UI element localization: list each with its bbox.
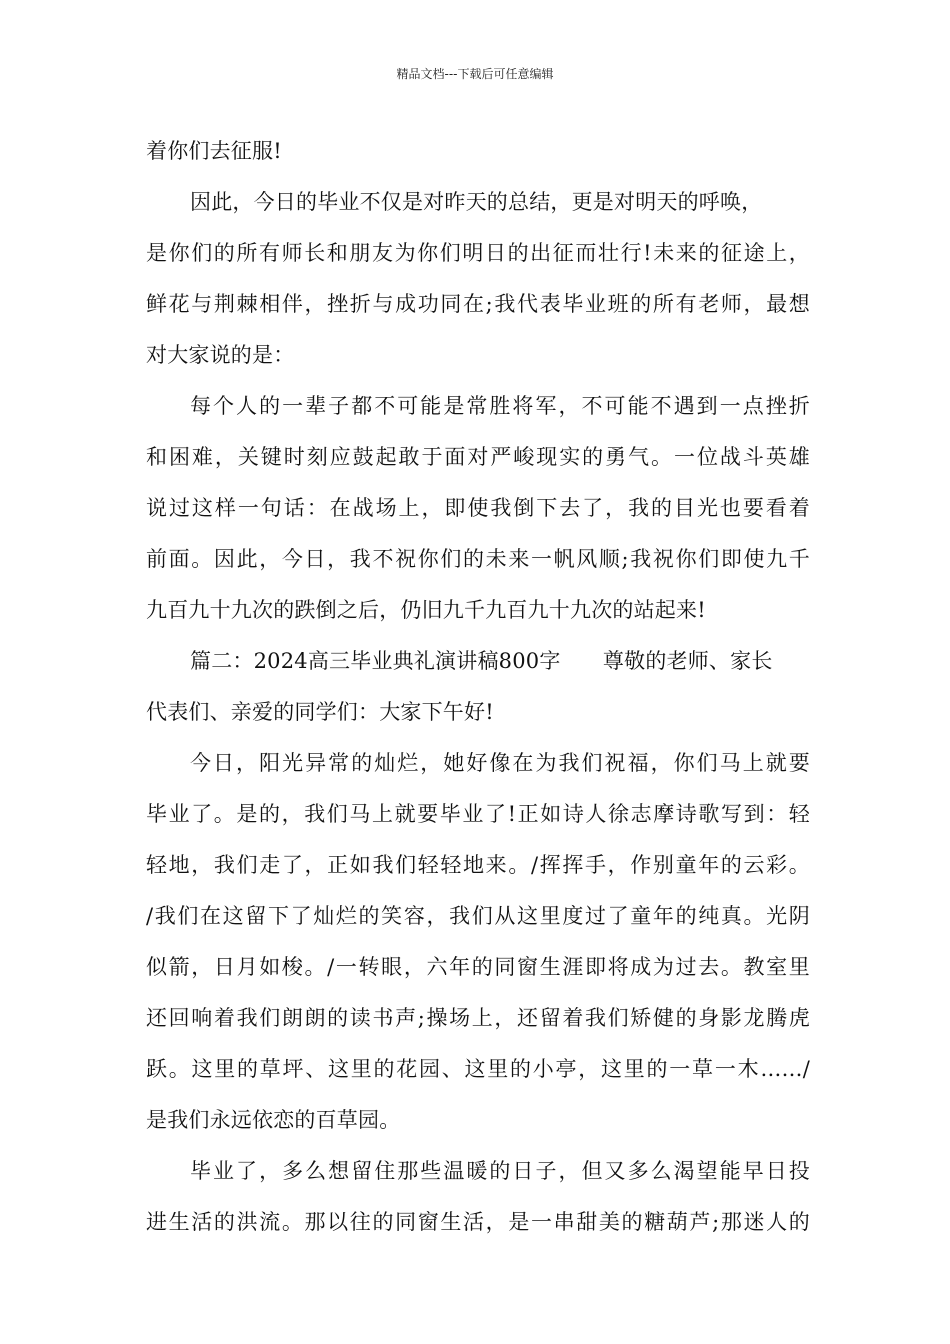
paragraph-start-line: 每个人的一辈子都不可能是常胜将军，不可能不遇到一点挫折: [190, 394, 810, 418]
text-line: 还回响着我们朗朗的读书声;操场上，还留着我们矫健的身影龙腾虎: [146, 1006, 810, 1030]
text-line: 毕业了。是的，我们马上就要毕业了!正如诗人徐志摩诗歌写到：轻: [146, 802, 810, 826]
text-line: 似箭，日月如梭。/一转眼，六年的同窗生涯即将成为过去。教室里: [146, 955, 810, 979]
document-body: [146, 126, 810, 1248]
paragraph-start-line: 因此，今日的毕业不仅是对昨天的总结，更是对明天的呼唤，: [190, 190, 763, 214]
text-line: /我们在这留下了灿烂的笑容，我们从这里度过了童年的纯真。光阴: [146, 904, 810, 928]
text-line: 和困难，关键时刻应鼓起敢于面对严峻现实的勇气。一位战斗英雄: [146, 445, 810, 469]
text-line: 跃。这里的草坪、这里的花园、这里的小亭，这里的一草一木……/: [146, 1057, 810, 1081]
text-line: 对大家说的是：: [146, 343, 295, 367]
section-heading-line: 篇二：2024高三毕业典礼演讲稿800字 尊敬的老师、家长: [190, 649, 773, 673]
text-line: 说过这样一句话：在战场上，即使我倒下去了，我的目光也要看着: [146, 496, 810, 520]
text-line: 代表们、亲爱的同学们：大家下午好!: [146, 700, 494, 724]
text-line: 轻地，我们走了，正如我们轻轻地来。/挥挥手，作别童年的云彩。: [146, 853, 810, 877]
text-line: 进生活的洪流。那以往的同窗生活，是一串甜美的糖葫芦;那迷人的: [146, 1210, 810, 1234]
text-line: 鲜花与荆棘相伴，挫折与成功同在;我代表毕业班的所有老师，最想: [146, 292, 810, 316]
text-line: 九百九十九次的跌倒之后，仍旧九千九百九十九次的站起来!: [146, 598, 706, 622]
page-header: 精品文档---下载后可任意编辑: [396, 67, 554, 81]
paragraph-start-line: 今日，阳光异常的灿烂，她好像在为我们祝福，你们马上就要: [190, 751, 810, 775]
text-line: 前面。因此，今日，我不祝你们的未来一帆风顺;我祝你们即使九千: [146, 547, 810, 571]
text-line: 是我们永远依恋的百草园。: [146, 1108, 401, 1132]
paragraph-start-line: 毕业了，多么想留住那些温暖的日子，但又多么渴望能早日投: [190, 1159, 810, 1183]
text-line: 是你们的所有师长和朋友为你们明日的出征而壮行!未来的征途上，: [146, 241, 810, 265]
text-line: 着你们去征服!: [146, 139, 282, 163]
